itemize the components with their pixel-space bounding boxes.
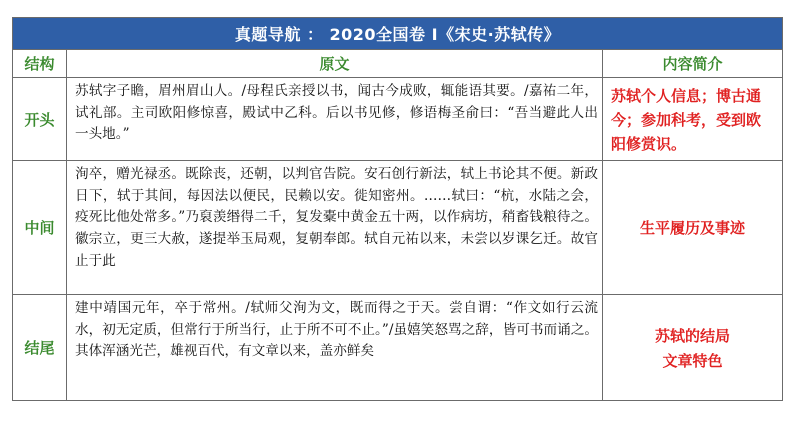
original-text-ending: 建中靖国元年，卒于常州。/轼师父洵为文，既而得之于天。尝自谓：“作文如行云流水，初无定质，但常行于所当行，止于所不可不止。”/虽嬉笑怒骂之辞，皆可书而诵之。其体浑涵光芒，雄视百代，有文章以来，盖亦鲜矣 — [67, 295, 603, 401]
summary-ending — [603, 295, 783, 401]
section-label-ending: 结尾 — [13, 295, 67, 401]
section-label-opening: 开头 — [13, 78, 67, 161]
table-row-middle — [13, 161, 783, 295]
table-row-ending — [13, 295, 783, 401]
original-text-middle: 洵卒，赠光禄丞。既除丧，还朝，以判官告院。安石创行新法，轼上书论其不便。新政日下，轼于其间，每因法以便民，民赖以安。徙知密州。……轼曰：“杭，水陆之会，疫死比他处常多。”乃裒羡缗得二千，复发橐中黄金五十两，以作病坊，稍畜钱粮待之。徽宗立，更三大赦，遂提举玉局观，复朝奉郎。轼自元祐以来，未尝以岁课乞迁。故官止于此 — [67, 161, 603, 295]
original-text-opening: 苏轼字子瞻，眉州眉山人。/母程氏亲授以书，闻古今成败，辄能语其要。/嘉祐二年，试礼部。主司欧阳修惊喜，殿试中乙科。后以书见修，修语梅圣俞曰：“吾当避此人出一头地。” — [67, 78, 603, 161]
header-summary: 内容简介 — [603, 50, 783, 78]
header-structure: 结构 — [13, 50, 67, 78]
table-row-opening — [13, 78, 783, 161]
summary-ending-line-1: 苏轼的结局 — [655, 326, 731, 345]
content-table-wrapper — [12, 17, 782, 401]
summary-opening: 苏轼个人信息；博古通今；参加科考，受到欧阳修赏识。 — [603, 78, 783, 161]
section-label-middle: 中间 — [13, 161, 67, 295]
table-banner: 真题导航 ： 2020全国卷 I《宋史·苏轼传》 — [13, 18, 783, 50]
summary-middle: 生平履历及事迹 — [603, 161, 783, 295]
summary-ending-line-2: 文章特色 — [662, 351, 723, 370]
content-table — [12, 17, 783, 401]
header-original: 原文 — [67, 50, 603, 78]
